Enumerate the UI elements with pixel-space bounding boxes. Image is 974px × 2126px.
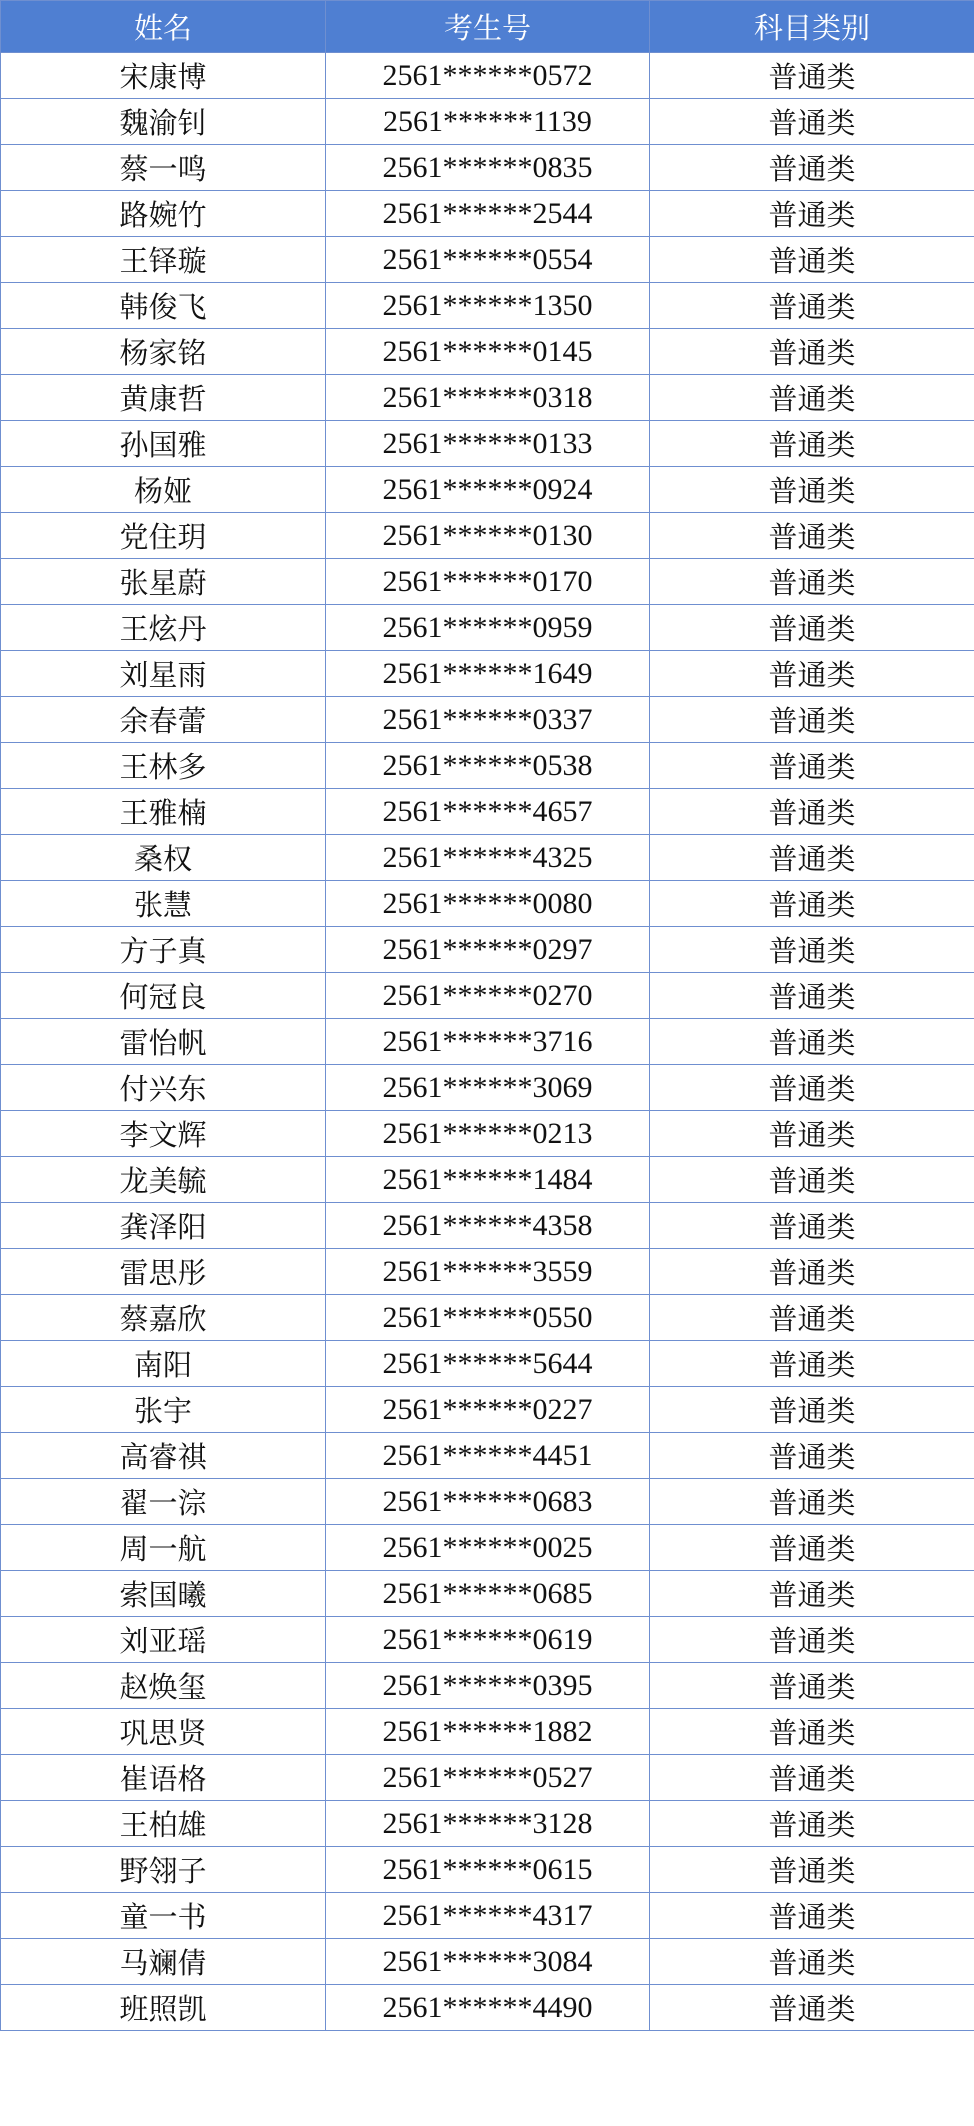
exam-number-cell: 2561******0297 xyxy=(326,927,650,973)
exam-number-cell: 2561******5644 xyxy=(326,1341,650,1387)
table-row xyxy=(1,145,974,191)
exam-number-cell: 2561******0270 xyxy=(326,973,650,1019)
exam-number-cell: 2561******0554 xyxy=(326,237,650,283)
table-row xyxy=(1,283,974,329)
subject-category-cell: 普通类 xyxy=(650,1387,974,1433)
table-row xyxy=(1,375,974,421)
subject-category-cell: 普通类 xyxy=(650,1019,974,1065)
student-name-cell: 桑权 xyxy=(1,835,326,881)
student-name-cell: 童一书 xyxy=(1,1893,326,1939)
student-name-cell: 党住玥 xyxy=(1,513,326,559)
exam-number-cell: 2561******4358 xyxy=(326,1203,650,1249)
exam-number-cell: 2561******2544 xyxy=(326,191,650,237)
student-name-cell: 野翎子 xyxy=(1,1847,326,1893)
subject-category-cell: 普通类 xyxy=(650,1571,974,1617)
exam-number-cell: 2561******0683 xyxy=(326,1479,650,1525)
exam-number-cell: 2561******0572 xyxy=(326,53,650,99)
exam-number-cell: 2561******1649 xyxy=(326,651,650,697)
exam-number-cell: 2561******0080 xyxy=(326,881,650,927)
student-name-cell: 王雅楠 xyxy=(1,789,326,835)
subject-category-cell: 普通类 xyxy=(650,421,974,467)
table-row xyxy=(1,1065,974,1111)
exam-number-cell: 2561******0025 xyxy=(326,1525,650,1571)
exam-number-cell: 2561******0318 xyxy=(326,375,650,421)
subject-category-cell: 普通类 xyxy=(650,697,974,743)
exam-number-cell: 2561******4657 xyxy=(326,789,650,835)
student-name-cell: 张慧 xyxy=(1,881,326,927)
table-row xyxy=(1,1617,974,1663)
student-name-cell: 赵焕玺 xyxy=(1,1663,326,1709)
student-name-cell: 黄康哲 xyxy=(1,375,326,421)
header-name: 姓名 xyxy=(1,1,326,53)
subject-category-cell: 普通类 xyxy=(650,237,974,283)
student-name-cell: 龙美毓 xyxy=(1,1157,326,1203)
table-row xyxy=(1,467,974,513)
table-body xyxy=(1,53,974,2031)
exam-number-cell: 2561******0213 xyxy=(326,1111,650,1157)
table-row xyxy=(1,99,974,145)
exam-number-cell: 2561******3128 xyxy=(326,1801,650,1847)
table-row xyxy=(1,191,974,237)
student-name-cell: 宋康博 xyxy=(1,53,326,99)
exam-number-cell: 2561******1882 xyxy=(326,1709,650,1755)
exam-number-cell: 2561******1484 xyxy=(326,1157,650,1203)
table-row xyxy=(1,421,974,467)
table-row xyxy=(1,835,974,881)
exam-number-cell: 2561******0145 xyxy=(326,329,650,375)
exam-number-cell: 2561******0959 xyxy=(326,605,650,651)
table-row xyxy=(1,1571,974,1617)
table-row xyxy=(1,237,974,283)
subject-category-cell: 普通类 xyxy=(650,973,974,1019)
student-name-cell: 孙国雅 xyxy=(1,421,326,467)
table-row xyxy=(1,1525,974,1571)
subject-category-cell: 普通类 xyxy=(650,559,974,605)
exam-number-cell: 2561******4325 xyxy=(326,835,650,881)
table-header xyxy=(1,1,974,53)
exam-number-cell: 2561******0619 xyxy=(326,1617,650,1663)
subject-category-cell: 普通类 xyxy=(650,283,974,329)
exam-number-cell: 2561******1139 xyxy=(326,99,650,145)
subject-category-cell: 普通类 xyxy=(650,1755,974,1801)
exam-number-cell: 2561******4317 xyxy=(326,1893,650,1939)
table-row xyxy=(1,789,974,835)
subject-category-cell: 普通类 xyxy=(650,513,974,559)
student-name-cell: 王林多 xyxy=(1,743,326,789)
student-name-cell: 高睿祺 xyxy=(1,1433,326,1479)
student-name-cell: 龚泽阳 xyxy=(1,1203,326,1249)
table-row xyxy=(1,973,974,1019)
student-name-cell: 张宇 xyxy=(1,1387,326,1433)
exam-number-cell: 2561******0133 xyxy=(326,421,650,467)
table-row xyxy=(1,559,974,605)
table-row xyxy=(1,1019,974,1065)
student-name-cell: 路婉竹 xyxy=(1,191,326,237)
student-name-cell: 雷怡帆 xyxy=(1,1019,326,1065)
subject-category-cell: 普通类 xyxy=(650,329,974,375)
exam-number-cell: 2561******0395 xyxy=(326,1663,650,1709)
table-row xyxy=(1,1663,974,1709)
student-name-cell: 付兴东 xyxy=(1,1065,326,1111)
exam-number-cell: 2561******0835 xyxy=(326,145,650,191)
subject-category-cell: 普通类 xyxy=(650,99,974,145)
subject-category-cell: 普通类 xyxy=(650,1111,974,1157)
table-row xyxy=(1,743,974,789)
exam-number-cell: 2561******0227 xyxy=(326,1387,650,1433)
table-row xyxy=(1,1387,974,1433)
subject-category-cell: 普通类 xyxy=(650,1617,974,1663)
student-name-cell: 索国曦 xyxy=(1,1571,326,1617)
exam-number-cell: 2561******0337 xyxy=(326,697,650,743)
subject-category-cell: 普通类 xyxy=(650,1525,974,1571)
subject-category-cell: 普通类 xyxy=(650,467,974,513)
exam-number-cell: 2561******3084 xyxy=(326,1939,650,1985)
exam-number-cell: 2561******4451 xyxy=(326,1433,650,1479)
student-name-cell: 何冠良 xyxy=(1,973,326,1019)
exam-number-cell: 2561******0615 xyxy=(326,1847,650,1893)
subject-category-cell: 普通类 xyxy=(650,1801,974,1847)
header-exam-number: 考生号 xyxy=(326,1,650,53)
exam-number-cell: 2561******0924 xyxy=(326,467,650,513)
table-row xyxy=(1,1479,974,1525)
header-row xyxy=(1,1,974,53)
exam-number-cell: 2561******0538 xyxy=(326,743,650,789)
table-row xyxy=(1,1249,974,1295)
subject-category-cell: 普通类 xyxy=(650,1709,974,1755)
table-row xyxy=(1,1111,974,1157)
table-row xyxy=(1,1847,974,1893)
subject-category-cell: 普通类 xyxy=(650,1847,974,1893)
student-name-cell: 周一航 xyxy=(1,1525,326,1571)
subject-category-cell: 普通类 xyxy=(650,375,974,421)
student-name-cell: 王炫丹 xyxy=(1,605,326,651)
table-row xyxy=(1,927,974,973)
subject-category-cell: 普通类 xyxy=(650,1203,974,1249)
table-row xyxy=(1,697,974,743)
subject-category-cell: 普通类 xyxy=(650,1479,974,1525)
subject-category-cell: 普通类 xyxy=(650,881,974,927)
student-name-cell: 翟一淙 xyxy=(1,1479,326,1525)
student-name-cell: 王柏雄 xyxy=(1,1801,326,1847)
student-name-cell: 余春蕾 xyxy=(1,697,326,743)
student-name-cell: 崔语格 xyxy=(1,1755,326,1801)
student-name-cell: 雷思彤 xyxy=(1,1249,326,1295)
subject-category-cell: 普通类 xyxy=(650,835,974,881)
subject-category-cell: 普通类 xyxy=(650,651,974,697)
exam-number-cell: 2561******4490 xyxy=(326,1985,650,2031)
exam-number-cell: 2561******3716 xyxy=(326,1019,650,1065)
subject-category-cell: 普通类 xyxy=(650,53,974,99)
table-row xyxy=(1,53,974,99)
subject-category-cell: 普通类 xyxy=(650,605,974,651)
exam-number-cell: 2561******0685 xyxy=(326,1571,650,1617)
table-row xyxy=(1,651,974,697)
table-row xyxy=(1,1893,974,1939)
student-name-cell: 蔡嘉欣 xyxy=(1,1295,326,1341)
student-name-cell: 蔡一鸣 xyxy=(1,145,326,191)
subject-category-cell: 普通类 xyxy=(650,1985,974,2031)
student-name-cell: 巩思贤 xyxy=(1,1709,326,1755)
exam-number-cell: 2561******1350 xyxy=(326,283,650,329)
header-subject-category: 科目类别 xyxy=(650,1,974,53)
table-row xyxy=(1,1295,974,1341)
subject-category-cell: 普通类 xyxy=(650,1939,974,1985)
table-row xyxy=(1,1157,974,1203)
student-name-cell: 张星蔚 xyxy=(1,559,326,605)
subject-category-cell: 普通类 xyxy=(650,1663,974,1709)
student-name-cell: 马斓倩 xyxy=(1,1939,326,1985)
table-row xyxy=(1,1755,974,1801)
student-name-cell: 班照凯 xyxy=(1,1985,326,2031)
subject-category-cell: 普通类 xyxy=(650,1295,974,1341)
exam-number-cell: 2561******0130 xyxy=(326,513,650,559)
exam-number-cell: 2561******0550 xyxy=(326,1295,650,1341)
subject-category-cell: 普通类 xyxy=(650,927,974,973)
table-row xyxy=(1,881,974,927)
table-row xyxy=(1,513,974,559)
student-name-cell: 杨家铭 xyxy=(1,329,326,375)
student-name-cell: 韩俊飞 xyxy=(1,283,326,329)
student-name-cell: 方子真 xyxy=(1,927,326,973)
table-row xyxy=(1,1709,974,1755)
exam-number-cell: 2561******3069 xyxy=(326,1065,650,1111)
subject-category-cell: 普通类 xyxy=(650,1893,974,1939)
student-name-cell: 南阳 xyxy=(1,1341,326,1387)
subject-category-cell: 普通类 xyxy=(650,1065,974,1111)
exam-number-cell: 2561******3559 xyxy=(326,1249,650,1295)
table-row xyxy=(1,1341,974,1387)
table-row xyxy=(1,1203,974,1249)
subject-category-cell: 普通类 xyxy=(650,1157,974,1203)
table-row xyxy=(1,1433,974,1479)
table-row xyxy=(1,1801,974,1847)
table-row xyxy=(1,1985,974,2031)
student-name-cell: 魏渝钊 xyxy=(1,99,326,145)
table-row xyxy=(1,605,974,651)
subject-category-cell: 普通类 xyxy=(650,1249,974,1295)
table-row xyxy=(1,329,974,375)
student-name-cell: 刘星雨 xyxy=(1,651,326,697)
subject-category-cell: 普通类 xyxy=(650,1341,974,1387)
subject-category-cell: 普通类 xyxy=(650,789,974,835)
subject-category-cell: 普通类 xyxy=(650,1433,974,1479)
exam-number-cell: 2561******0527 xyxy=(326,1755,650,1801)
subject-category-cell: 普通类 xyxy=(650,145,974,191)
student-name-cell: 王铎璇 xyxy=(1,237,326,283)
student-name-cell: 杨娅 xyxy=(1,467,326,513)
exam-number-cell: 2561******0170 xyxy=(326,559,650,605)
student-name-cell: 刘亚瑶 xyxy=(1,1617,326,1663)
student-name-cell: 李文辉 xyxy=(1,1111,326,1157)
subject-category-cell: 普通类 xyxy=(650,743,974,789)
table-row xyxy=(1,1939,974,1985)
subject-category-cell: 普通类 xyxy=(650,191,974,237)
